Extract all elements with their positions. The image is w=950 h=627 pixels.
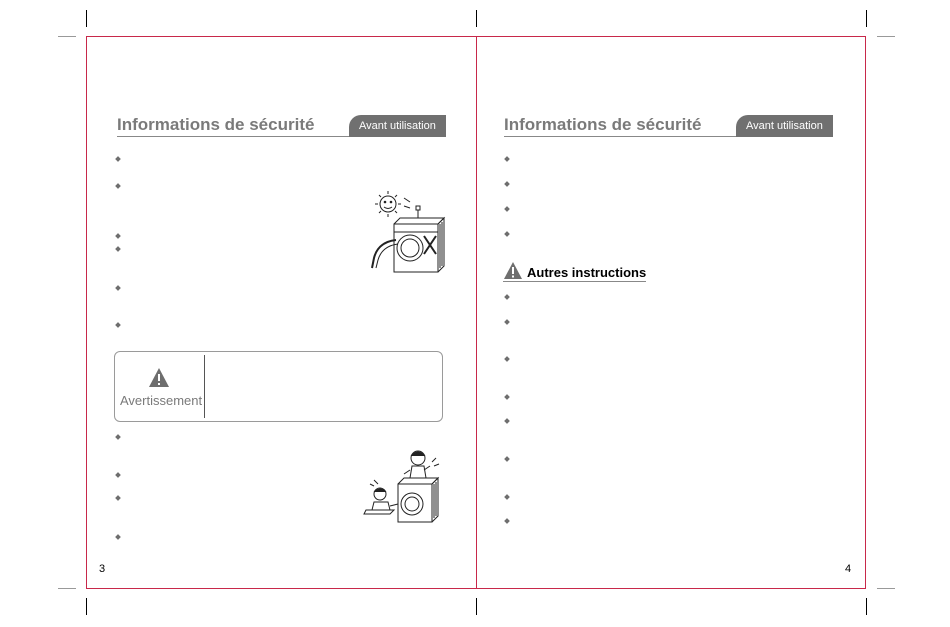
washer-sun-heat-icon <box>360 188 450 274</box>
subheading-rule <box>503 281 646 282</box>
left-section-title: Informations de sécurité <box>117 115 315 134</box>
left-tab-label: Avant utilisation <box>349 115 446 137</box>
right-page-number: 4 <box>845 563 852 575</box>
warning-separator <box>204 355 205 418</box>
crop-mark <box>58 36 76 37</box>
caution-triangle-icon <box>503 261 523 280</box>
crop-mark <box>86 10 87 27</box>
crop-mark <box>58 588 76 589</box>
right-subheading: Autres instructions <box>527 265 647 280</box>
crop-mark <box>86 598 87 615</box>
crop-mark <box>866 598 867 615</box>
right-section-title: Informations de sécurité <box>504 115 702 134</box>
left-page-number: 3 <box>99 563 106 575</box>
warning-triangle-icon <box>148 367 170 388</box>
crop-mark <box>476 598 477 615</box>
crop-mark <box>866 10 867 27</box>
right-tab-label: Avant utilisation <box>736 115 833 137</box>
crop-mark <box>877 36 895 37</box>
page-gutter <box>476 36 477 589</box>
washer-children-icon <box>360 444 446 524</box>
crop-mark <box>877 588 895 589</box>
crop-mark <box>476 10 477 27</box>
warning-label: Avertissement <box>120 393 203 408</box>
